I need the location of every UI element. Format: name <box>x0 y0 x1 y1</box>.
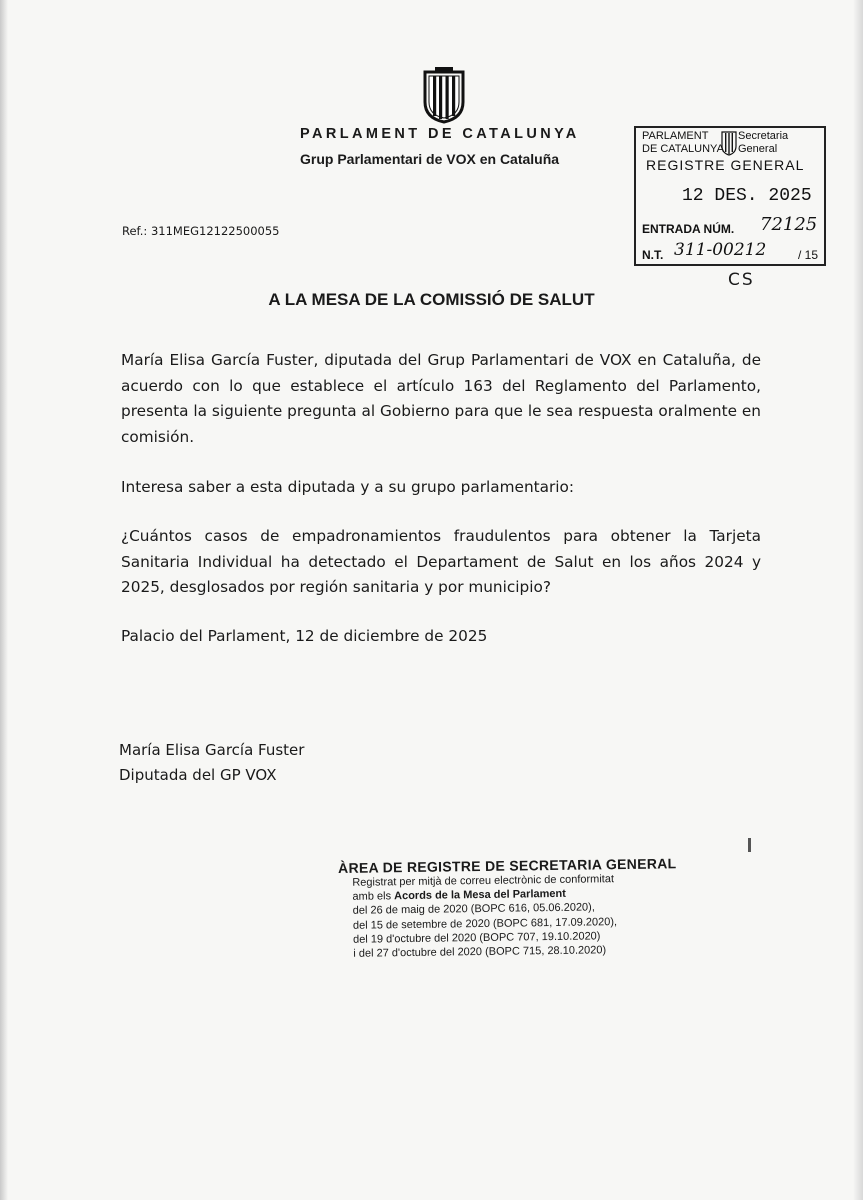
stamp-secretaria-bottom: General <box>738 143 778 155</box>
signature-block <box>119 738 304 788</box>
stamp-nt-number: 311-00212 <box>674 240 767 260</box>
registry-note-title: ÀREA DE REGISTRE DE SECRETARIA GENERAL <box>338 855 677 876</box>
stamp-entry-label: ENTRADA NÚM. <box>642 222 735 236</box>
parliament-emblem-icon <box>421 66 467 124</box>
stamp-parliament <box>642 130 724 156</box>
registry-note-lines <box>352 871 678 961</box>
page-shadow-left <box>0 0 8 1200</box>
parliament-name: PARLAMENT DE CATALUNYA <box>300 126 580 142</box>
stamp-entry-number: 72125 <box>760 214 818 235</box>
handwritten-initials: CS <box>728 270 755 290</box>
stamp-register-label: REGISTRE GENERAL <box>646 157 805 173</box>
stamp-secretaria <box>738 130 788 156</box>
question-paragraph: ¿Cuántos casos de empadronamientos fraudulentos para obtener la Tarjeta Sanitaria Individual ha detectado el Departament de Salut en los años 2024 y 2025, desglosados por región sanitaria y por municipio? <box>121 527 761 597</box>
registry-note-line2-bold: Acords de la Mesa del Parlament <box>394 888 566 903</box>
registry-note-line2-prefix: amb els <box>352 890 395 904</box>
registry-note-line: del 26 de maig de 2020 (BOPC 616, 05.06.2020), <box>352 901 595 918</box>
registry-stamp <box>634 126 826 266</box>
ink-mark <box>748 838 751 852</box>
page-shadow-right <box>853 0 863 1200</box>
signature-role: Diputada del GP VOX <box>119 766 277 784</box>
registry-note-line: Registrat per mitjà de correu electrònic de conformitat <box>352 873 615 889</box>
stamp-nt-label: N.T. <box>642 248 664 262</box>
stamp-secretaria-top: Secretaria <box>738 130 789 142</box>
document-title: A LA MESA DE LA COMISSIÓ DE SALUT <box>268 290 595 309</box>
place-date: Palacio del Parlament, 12 de diciembre de 2025 <box>121 627 488 645</box>
interest-paragraph: Interesa saber a esta diputada y a su grupo parlamentario: <box>121 478 575 496</box>
stamp-emblem-icon <box>721 130 737 156</box>
registry-note-line: i del 27 d'octubre del 2020 (BOPC 715, 28.10.2020) <box>353 944 607 960</box>
registry-note-line: del 15 de setembre de 2020 (BOPC 681, 17.09.2020), <box>352 915 618 932</box>
group-name: Grup Parlamentari de VOX en Cataluña <box>300 151 560 167</box>
stamp-parliament-bottom: DE CATALUNYA <box>642 143 724 155</box>
intro-paragraph: María Elisa García Fuster, diputada del Grup Parlamentari de VOX en Cataluña, de acuerdo con lo que establece el artículo 163 del Reglamento del Parlamento, presenta la siguiente pregunta al Gobierno para que le sea respuesta oralmente en comisión. <box>121 351 761 446</box>
stamp-date: 12 DES. 2025 <box>682 186 812 206</box>
registry-note <box>338 855 678 961</box>
reference-number: Ref.: 311MEG12122500055 <box>122 224 280 238</box>
registry-note-line: del 19 d'octubre del 2020 (BOPC 707, 19.10.2020) <box>353 930 601 946</box>
signature-name: María Elisa García Fuster <box>119 741 305 759</box>
stamp-nt-suffix: / 15 <box>798 248 819 262</box>
stamp-parliament-top: PARLAMENT <box>642 130 709 142</box>
